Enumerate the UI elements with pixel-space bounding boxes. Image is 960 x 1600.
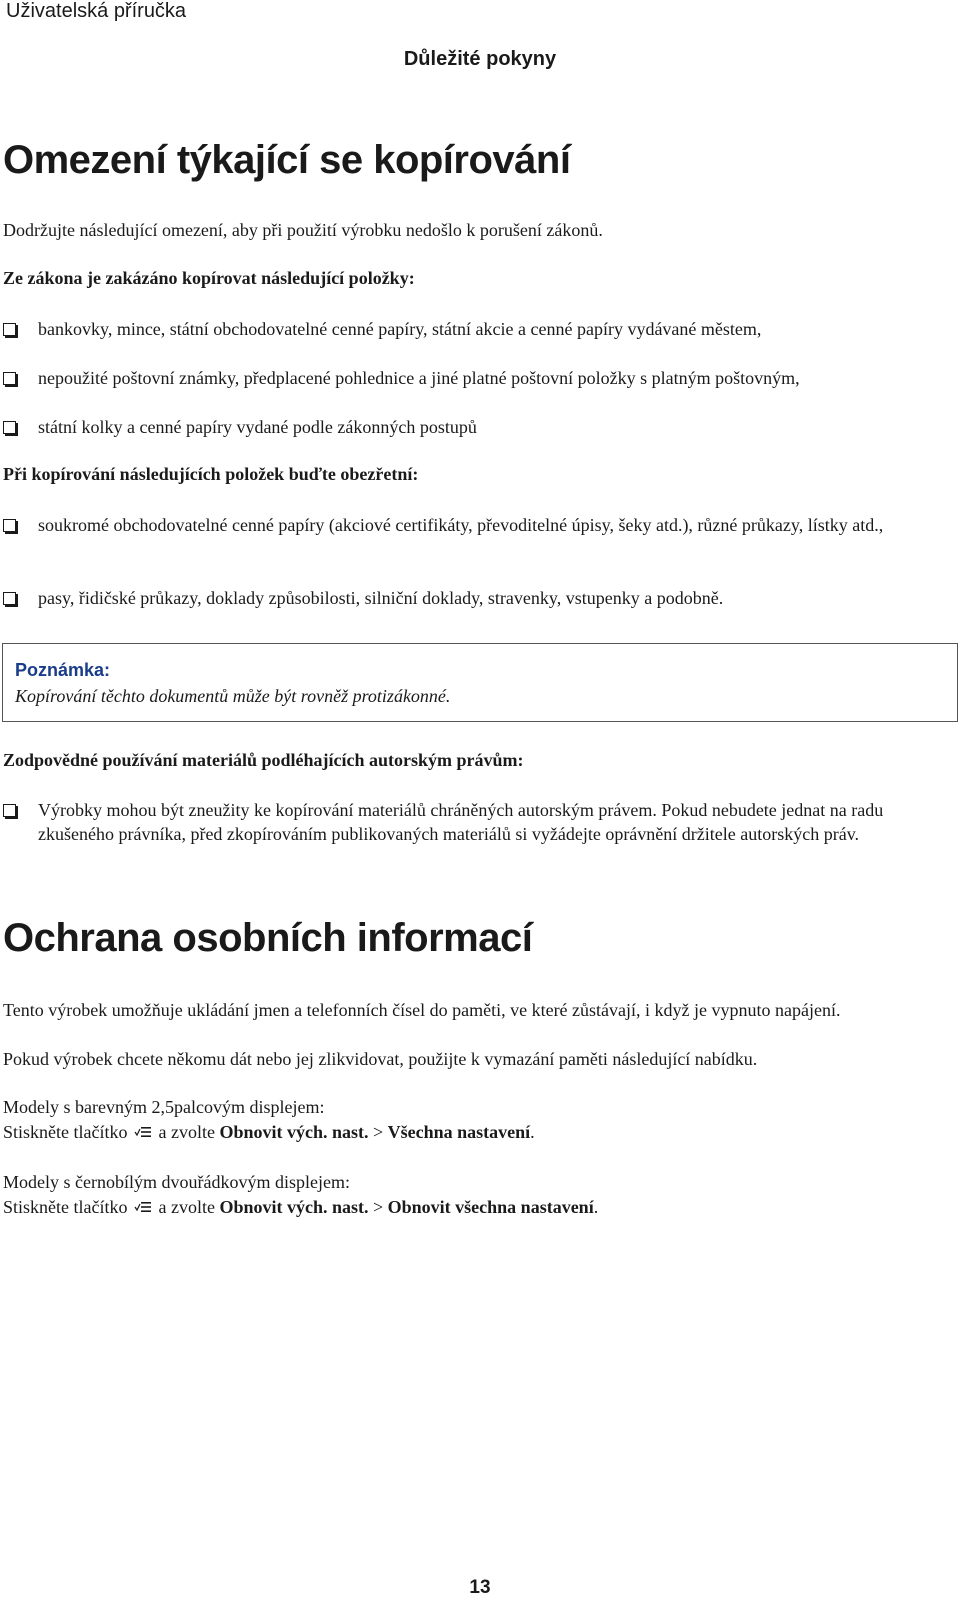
document-title: Uživatelská příručka <box>6 0 187 22</box>
checkbox-bullet-icon <box>3 372 16 385</box>
menu-reset-defaults: Obnovit vých. nast. <box>219 1197 369 1217</box>
note-text: Kopírování těchto dokumentů může být rovněž protizákonné. <box>15 686 451 706</box>
mono-model-instruction: Stiskněte tlačítko a zvolte Obnovit vých. nast. > Obnovit všechna nastavení. <box>3 1197 599 1217</box>
page-number: 13 <box>469 1577 491 1598</box>
copyright-heading: Zodpovědné používání materiálů podléhajících autorským právům: <box>3 750 524 770</box>
checkbox-bullet-icon <box>3 592 16 605</box>
checkbox-bullet-icon <box>3 323 16 336</box>
menu-reset-all-settings: Obnovit všechna nastavení <box>387 1197 594 1217</box>
caution-heading: Při kopírování následujících položek buďte obezřetní: <box>3 464 419 484</box>
checkbox-bullet-icon <box>3 804 16 817</box>
prohibited-heading: Ze zákona je zakázáno kopírovat následující položky: <box>3 268 415 288</box>
privacy-paragraph-2: Pokud výrobek chcete někomu dát nebo jej zlikvidovat, použijte k vymazání paměti následující nabídku. <box>3 1049 758 1069</box>
checkbox-bullet-icon <box>3 421 16 434</box>
menu-list-icon <box>134 1125 152 1139</box>
menu-all-settings: Všechna nastavení <box>387 1122 531 1142</box>
copy-restrictions-heading: Omezení týkající se kopírování <box>3 138 571 182</box>
color-model-label: Modely s barevným 2,5palcovým displejem: <box>3 1097 325 1117</box>
section-title: Důležité pokyny <box>403 48 557 70</box>
note-title: Poznámka: <box>15 660 111 680</box>
note-box <box>2 643 958 722</box>
privacy-paragraph-1: Tento výrobek umožňuje ukládání jmen a telefonních čísel do paměti, ve které zůstávají, i když je vypnuto napájení. <box>3 1000 841 1020</box>
copy-intro-paragraph: Dodržujte následující omezení, aby při použití výrobku nedošlo k porušení zákonů. <box>3 220 603 240</box>
color-model-instruction: Stiskněte tlačítko a zvolte Obnovit vých. nast. > Všechna nastavení. <box>3 1122 535 1142</box>
checkbox-bullet-icon <box>3 519 16 532</box>
menu-list-icon <box>134 1200 152 1214</box>
mono-model-label: Modely s černobílým dvouřádkovým displejem: <box>3 1172 350 1192</box>
privacy-heading: Ochrana osobních informací <box>3 916 533 960</box>
menu-reset-defaults: Obnovit vých. nast. <box>219 1122 369 1142</box>
